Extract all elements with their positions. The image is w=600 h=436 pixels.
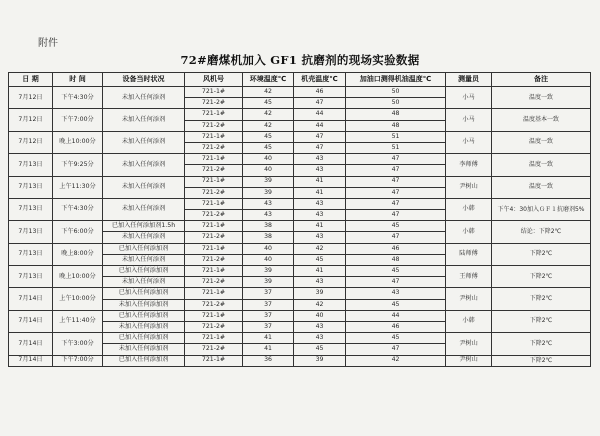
cell-date: 7月14日	[9, 288, 53, 310]
cell-env-temp: 39	[243, 187, 294, 198]
attachment-label: 附件	[38, 38, 58, 49]
cell-fan: 721-1#	[185, 221, 243, 232]
cell-env-temp: 40	[243, 243, 294, 254]
table-row	[9, 288, 591, 299]
cell-env-temp: 45	[243, 131, 294, 142]
cell-remark: 下降2℃	[492, 310, 591, 332]
cell-env-temp: 37	[243, 321, 294, 332]
cell-fan: 721-1#	[185, 355, 243, 366]
cell-measurer: 尹树山	[446, 333, 492, 355]
cell-fan: 721-2#	[185, 98, 243, 109]
cell-oil-temp: 47	[346, 344, 446, 355]
cell-env-temp: 45	[243, 142, 294, 153]
cell-env-temp: 38	[243, 232, 294, 243]
cell-fan: 721-2#	[185, 299, 243, 310]
table-row	[9, 87, 591, 98]
cell-oil-temp: 47	[346, 232, 446, 243]
cell-env-temp: 42	[243, 87, 294, 98]
cell-remark: 下降2℃	[492, 243, 591, 265]
cell-shell-temp: 47	[294, 98, 346, 109]
cell-fan: 721-2#	[185, 120, 243, 131]
table-row	[9, 355, 591, 366]
cell-status: 未加入任何添加剂	[103, 299, 185, 310]
cell-remark: 结论：下降2℃	[492, 221, 591, 243]
table-row	[9, 198, 591, 209]
cell-time: 下午7:00分	[53, 109, 103, 131]
cell-env-temp: 39	[243, 176, 294, 187]
cell-shell-temp: 45	[294, 254, 346, 265]
header-time: 时 间	[53, 73, 103, 87]
cell-fan: 721-2#	[185, 232, 243, 243]
cell-shell-temp: 43	[294, 333, 346, 344]
cell-fan: 721-1#	[185, 243, 243, 254]
cell-status: 已加入任何添加剂	[103, 243, 185, 254]
cell-date: 7月14日	[9, 310, 53, 332]
cell-time: 下午9:25分	[53, 154, 103, 176]
cell-date: 7月14日	[9, 355, 53, 366]
header-status: 设备当时状况	[103, 73, 185, 87]
document-title: 72#磨煤机加入 GF1 抗磨剂的现场实验数据	[180, 53, 420, 67]
cell-date: 7月12日	[9, 131, 53, 153]
cell-oil-temp: 47	[346, 187, 446, 198]
table-row	[9, 243, 591, 254]
cell-remark: 温度一致	[492, 176, 591, 198]
cell-remark: 下午4：30加入ＧＦ１抗磨剂5%	[492, 198, 591, 220]
cell-env-temp: 42	[243, 120, 294, 131]
cell-oil-temp: 50	[346, 98, 446, 109]
cell-measurer: 小韩	[446, 221, 492, 243]
cell-date: 7月13日	[9, 198, 53, 220]
cell-measurer: 小韩	[446, 310, 492, 332]
cell-oil-temp: 51	[346, 131, 446, 142]
cell-measurer: 尹树山	[446, 288, 492, 310]
table-row	[9, 154, 591, 165]
cell-env-temp: 37	[243, 299, 294, 310]
cell-shell-temp: 44	[294, 120, 346, 131]
cell-shell-temp: 47	[294, 131, 346, 142]
cell-oil-temp: 44	[346, 310, 446, 321]
cell-env-temp: 36	[243, 355, 294, 366]
table-row	[9, 131, 591, 142]
cell-shell-temp: 41	[294, 187, 346, 198]
cell-oil-temp: 45	[346, 221, 446, 232]
cell-fan: 721-1#	[185, 266, 243, 277]
cell-time: 下午4:30分	[53, 87, 103, 109]
cell-shell-temp: 41	[294, 221, 346, 232]
table-row	[9, 266, 591, 277]
cell-env-temp: 41	[243, 333, 294, 344]
cell-oil-temp: 47	[346, 210, 446, 221]
cell-env-temp: 40	[243, 154, 294, 165]
header-env-temp: 环境温度℃	[243, 73, 294, 87]
cell-shell-temp: 43	[294, 198, 346, 209]
cell-shell-temp: 39	[294, 288, 346, 299]
cell-status: 已加入任何添加剂	[103, 288, 185, 299]
cell-time: 上午11:30分	[53, 176, 103, 198]
cell-oil-temp: 46	[346, 243, 446, 254]
cell-oil-temp: 45	[346, 299, 446, 310]
cell-time: 晚上8:00分	[53, 243, 103, 265]
cell-fan: 721-2#	[185, 210, 243, 221]
cell-fan: 721-2#	[185, 142, 243, 153]
cell-measurer: 尹树山	[446, 176, 492, 198]
cell-env-temp: 40	[243, 165, 294, 176]
cell-measurer: 小马	[446, 109, 492, 131]
cell-fan: 721-1#	[185, 176, 243, 187]
cell-oil-temp: 47	[346, 198, 446, 209]
cell-measurer: 尹树山	[446, 355, 492, 366]
cell-status: 已加入任何添加剂	[103, 355, 185, 366]
cell-measurer: 陆师傅	[446, 243, 492, 265]
cell-measurer: 小马	[446, 131, 492, 153]
header-date: 日 期	[9, 73, 53, 87]
cell-status: 已加入任何添加剂	[103, 266, 185, 277]
cell-env-temp: 39	[243, 266, 294, 277]
cell-oil-temp: 45	[346, 333, 446, 344]
cell-oil-temp: 47	[346, 154, 446, 165]
header-shell-temp: 机壳温度℃	[294, 73, 346, 87]
cell-status: 已加入任何添加剂1.5h	[103, 221, 185, 232]
experiment-data-table	[8, 72, 591, 367]
cell-shell-temp: 43	[294, 154, 346, 165]
header-measurer: 测量员	[446, 73, 492, 87]
cell-env-temp: 40	[243, 254, 294, 265]
cell-shell-temp: 41	[294, 176, 346, 187]
cell-env-temp: 42	[243, 109, 294, 120]
cell-date: 7月12日	[9, 87, 53, 109]
cell-shell-temp: 43	[294, 232, 346, 243]
cell-shell-temp: 42	[294, 299, 346, 310]
cell-date: 7月14日	[9, 333, 53, 355]
cell-oil-temp: 50	[346, 87, 446, 98]
cell-oil-temp: 51	[346, 142, 446, 153]
cell-status: 未加入任何添加剂	[103, 321, 185, 332]
cell-time: 上午11:40分	[53, 310, 103, 332]
cell-shell-temp: 43	[294, 277, 346, 288]
cell-status: 未加入任何添剂	[103, 198, 185, 220]
cell-measurer: 小马	[446, 87, 492, 109]
table-row	[9, 109, 591, 120]
cell-time: 晚上10:00分	[53, 131, 103, 153]
cell-fan: 721-1#	[185, 87, 243, 98]
cell-env-temp: 38	[243, 221, 294, 232]
cell-status: 已加入任何添加剂	[103, 310, 185, 321]
cell-status: 已加入任何添加剂	[103, 333, 185, 344]
cell-date: 7月13日	[9, 243, 53, 265]
table-row	[9, 310, 591, 321]
cell-fan: 721-2#	[185, 277, 243, 288]
cell-fan: 721-2#	[185, 165, 243, 176]
table-row	[9, 333, 591, 344]
cell-time: 下午7:00分	[53, 355, 103, 366]
cell-shell-temp: 44	[294, 109, 346, 120]
cell-measurer: 李师傅	[446, 154, 492, 176]
cell-remark: 温度一致	[492, 154, 591, 176]
cell-oil-temp: 47	[346, 277, 446, 288]
cell-fan: 721-2#	[185, 344, 243, 355]
cell-status: 未加入任何添剂	[103, 176, 185, 198]
cell-remark: 温度一致	[492, 87, 591, 109]
cell-remark: 下降2℃	[492, 333, 591, 355]
cell-remark: 温度一致	[492, 131, 591, 153]
cell-time: 下午4:30分	[53, 198, 103, 220]
header-fan: 风机号	[185, 73, 243, 87]
cell-date: 7月12日	[9, 109, 53, 131]
cell-shell-temp: 39	[294, 355, 346, 366]
cell-fan: 721-1#	[185, 109, 243, 120]
cell-env-temp: 43	[243, 198, 294, 209]
header-remark: 备注	[492, 73, 591, 87]
cell-shell-temp: 43	[294, 210, 346, 221]
cell-time: 上午10:00分	[53, 288, 103, 310]
cell-env-temp: 39	[243, 277, 294, 288]
cell-fan: 721-1#	[185, 131, 243, 142]
cell-oil-temp: 43	[346, 288, 446, 299]
cell-date: 7月13日	[9, 266, 53, 288]
table-row	[9, 221, 591, 232]
cell-status: 未加入任何添剂	[103, 131, 185, 153]
cell-fan: 721-1#	[185, 310, 243, 321]
cell-env-temp: 37	[243, 310, 294, 321]
cell-shell-temp: 46	[294, 87, 346, 98]
cell-env-temp: 41	[243, 344, 294, 355]
cell-time: 晚上10:00分	[53, 266, 103, 288]
cell-date: 7月13日	[9, 176, 53, 198]
cell-fan: 721-2#	[185, 254, 243, 265]
cell-oil-temp: 47	[346, 165, 446, 176]
cell-measurer: 小韩	[446, 198, 492, 220]
cell-status: 未加入任何添加剂	[103, 344, 185, 355]
cell-fan: 721-2#	[185, 187, 243, 198]
cell-remark: 下降2℃	[492, 355, 591, 366]
cell-shell-temp: 42	[294, 243, 346, 254]
cell-env-temp: 43	[243, 210, 294, 221]
cell-date: 7月13日	[9, 221, 53, 243]
cell-shell-temp: 43	[294, 165, 346, 176]
cell-oil-temp: 48	[346, 109, 446, 120]
cell-fan: 721-1#	[185, 198, 243, 209]
cell-status: 未加入任何添剂	[103, 109, 185, 131]
cell-oil-temp: 45	[346, 266, 446, 277]
cell-oil-temp: 46	[346, 321, 446, 332]
cell-shell-temp: 43	[294, 321, 346, 332]
cell-shell-temp: 41	[294, 266, 346, 277]
cell-shell-temp: 40	[294, 310, 346, 321]
cell-remark: 温度基本一致	[492, 109, 591, 131]
cell-status: 未加入任何添剂	[103, 254, 185, 265]
cell-status: 未加入任何添剂	[103, 154, 185, 176]
cell-fan: 721-1#	[185, 154, 243, 165]
cell-status: 未加入任何添剂	[103, 232, 185, 243]
cell-remark: 下降2℃	[492, 266, 591, 288]
cell-fan: 721-1#	[185, 333, 243, 344]
cell-fan: 721-1#	[185, 288, 243, 299]
cell-oil-temp: 48	[346, 120, 446, 131]
cell-measurer: 王师傅	[446, 266, 492, 288]
cell-date: 7月13日	[9, 154, 53, 176]
table-row	[9, 176, 591, 187]
cell-oil-temp: 47	[346, 176, 446, 187]
cell-env-temp: 37	[243, 288, 294, 299]
cell-oil-temp: 48	[346, 254, 446, 265]
cell-remark: 下降2℃	[492, 288, 591, 310]
cell-oil-temp: 42	[346, 355, 446, 366]
cell-status: 未加入任何添剂	[103, 277, 185, 288]
cell-time: 下午3:00分	[53, 333, 103, 355]
header-oil-temp: 加油口测得机油温度℃	[346, 73, 446, 87]
table-body	[9, 87, 591, 367]
cell-env-temp: 45	[243, 98, 294, 109]
cell-fan: 721-2#	[185, 321, 243, 332]
header-row	[9, 73, 591, 87]
cell-shell-temp: 47	[294, 142, 346, 153]
cell-shell-temp: 45	[294, 344, 346, 355]
cell-time: 下午6:00分	[53, 221, 103, 243]
cell-status: 未加入任何添剂	[103, 87, 185, 109]
